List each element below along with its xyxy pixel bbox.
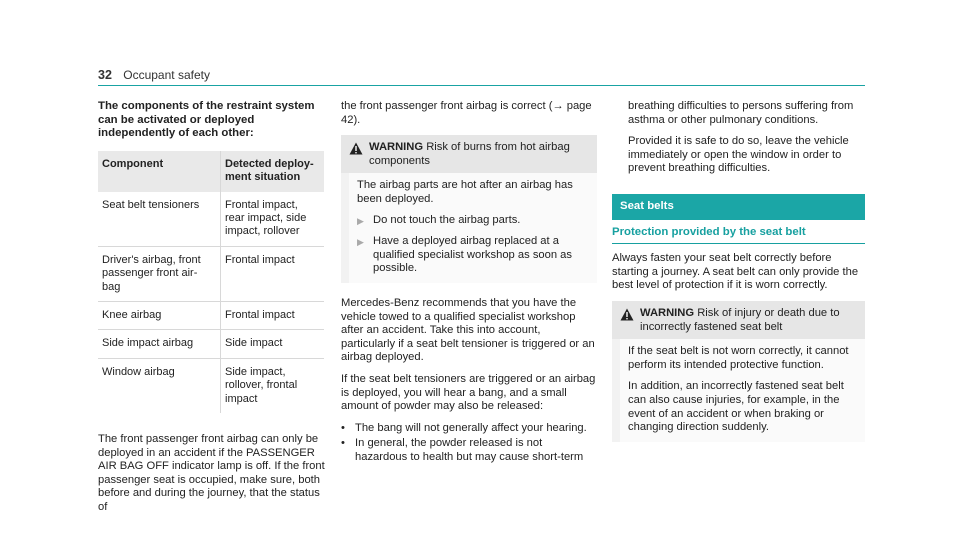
- warning-triangle-icon: [349, 142, 363, 155]
- warning-text: In addition, an incorrectly fastened seat belt can also cause injuries, for example, in the event of an accident or when braking or changing direction suddenly.: [628, 380, 844, 434]
- table-cell: Side impact: [221, 330, 325, 358]
- section-heading: Seat belts: [612, 194, 865, 220]
- list-item-text: In general, the powder released is not hazardous to health but may cause short-term: [355, 437, 584, 463]
- body-paragraph: If the seat belt tensioners are triggered or an airbag is deployed, you will hear a bang, and a small amount of powder may also be released:: [341, 372, 596, 413]
- arrow-right-icon: ▶: [357, 237, 364, 248]
- list-item: [341, 422, 597, 436]
- column-2: [341, 100, 597, 466]
- step-text: Do not touch the airbag parts.: [373, 213, 521, 226]
- warning-box: [612, 301, 865, 442]
- body-paragraph: Always fasten your seat belt correctly before starting a journey. A seat belt can only provide the best level of protection if it is worn correctly.: [612, 252, 859, 292]
- body-paragraph: Provided it is safe to do so, leave the vehicle immediately or open the window in order to prevent breathing difficulties.: [628, 135, 849, 175]
- column-1: [98, 100, 326, 523]
- body-paragraph: the front passenger front airbag is correct (→ page 42).: [341, 100, 592, 126]
- table-row: [98, 330, 324, 358]
- warning-triangle-icon: [620, 308, 634, 321]
- bullet-icon: •: [341, 437, 345, 450]
- table-header-row: [98, 151, 324, 192]
- warning-header: [341, 135, 597, 173]
- warning-heading: [369, 141, 589, 168]
- table-row: [98, 246, 324, 301]
- warning-title: Risk of injury or death due to incorrectly fastened seat belt: [640, 306, 840, 333]
- column-3: [612, 100, 865, 452]
- warning-label: WARNING: [640, 306, 695, 319]
- warning-label: WARNING: [369, 141, 424, 154]
- page-number: 32: [98, 68, 112, 82]
- page-header: [98, 68, 210, 82]
- warning-header: [612, 301, 865, 339]
- warning-heading: [640, 307, 857, 334]
- table-cell: Window airbag: [98, 358, 221, 413]
- table-header-cell: Component: [98, 151, 221, 192]
- table-row: [98, 302, 324, 330]
- table-cell: Seat belt tensioners: [98, 192, 221, 247]
- continued-list-text: [612, 100, 865, 176]
- table-cell: Driver's airbag, front passenger front air-bag: [98, 246, 221, 301]
- bullet-icon: •: [341, 421, 345, 434]
- step-text: Have a deployed airbag replaced at a qualified specialist workshop as soon as possible.: [373, 235, 572, 275]
- table-cell: Frontal impact: [221, 302, 325, 330]
- subsection-heading: Protection provided by the seat belt: [612, 226, 865, 245]
- warning-text: If the seat belt is not worn correctly, it cannot perform its intended protective function.: [628, 345, 849, 371]
- warning-box: [341, 135, 597, 283]
- warning-text: The airbag parts are hot after an airbag has been deployed.: [357, 179, 573, 205]
- table-header-cell: Detected deploy- ment situation: [221, 151, 325, 192]
- table-cell: Frontal impact, rear impact, side impact, rollover: [221, 192, 325, 247]
- table-cell: Side impact airbag: [98, 330, 221, 358]
- table-row: [98, 192, 324, 247]
- table-cell: Frontal impact: [221, 246, 325, 301]
- warning-body: [341, 173, 597, 283]
- section-name: Occupant safety: [123, 68, 210, 82]
- table-cell: Side impact, rollover, frontal impact: [225, 365, 298, 405]
- bullet-list: [341, 422, 597, 465]
- table-row: [98, 358, 324, 413]
- table-cell: Knee airbag: [98, 302, 221, 330]
- header-rule: [98, 85, 865, 86]
- intro-heading: The components of the restraint system can be activated or deployed independently of each other:: [98, 100, 315, 140]
- body-paragraph: Mercedes-Benz recommends that you have the vehicle towed to a qualified specialist workshop after an accident. Take this into account, particularly if a seat belt tensioner is triggered or an airbag deployed.: [341, 296, 595, 364]
- warning-body: [612, 339, 865, 442]
- warning-title: Risk of burns from hot airbag components: [369, 141, 570, 167]
- body-paragraph: The front passenger front airbag can only be deployed in an accident if the PASSENGER AIR BAG OFF indicator lamp is off. If the front passenger seat is occupied, make sure, both before and during the journey, that the status of: [98, 433, 325, 514]
- components-table: [98, 151, 324, 413]
- instruction-step: [357, 235, 589, 276]
- body-paragraph: breathing difficulties to persons suffering from asthma or other pulmonary conditions.: [628, 100, 854, 126]
- list-item: [341, 437, 597, 464]
- instruction-step: [357, 214, 589, 229]
- list-item-text: The bang will not generally affect your hearing.: [355, 421, 587, 434]
- arrow-right-icon: ▶: [357, 215, 364, 226]
